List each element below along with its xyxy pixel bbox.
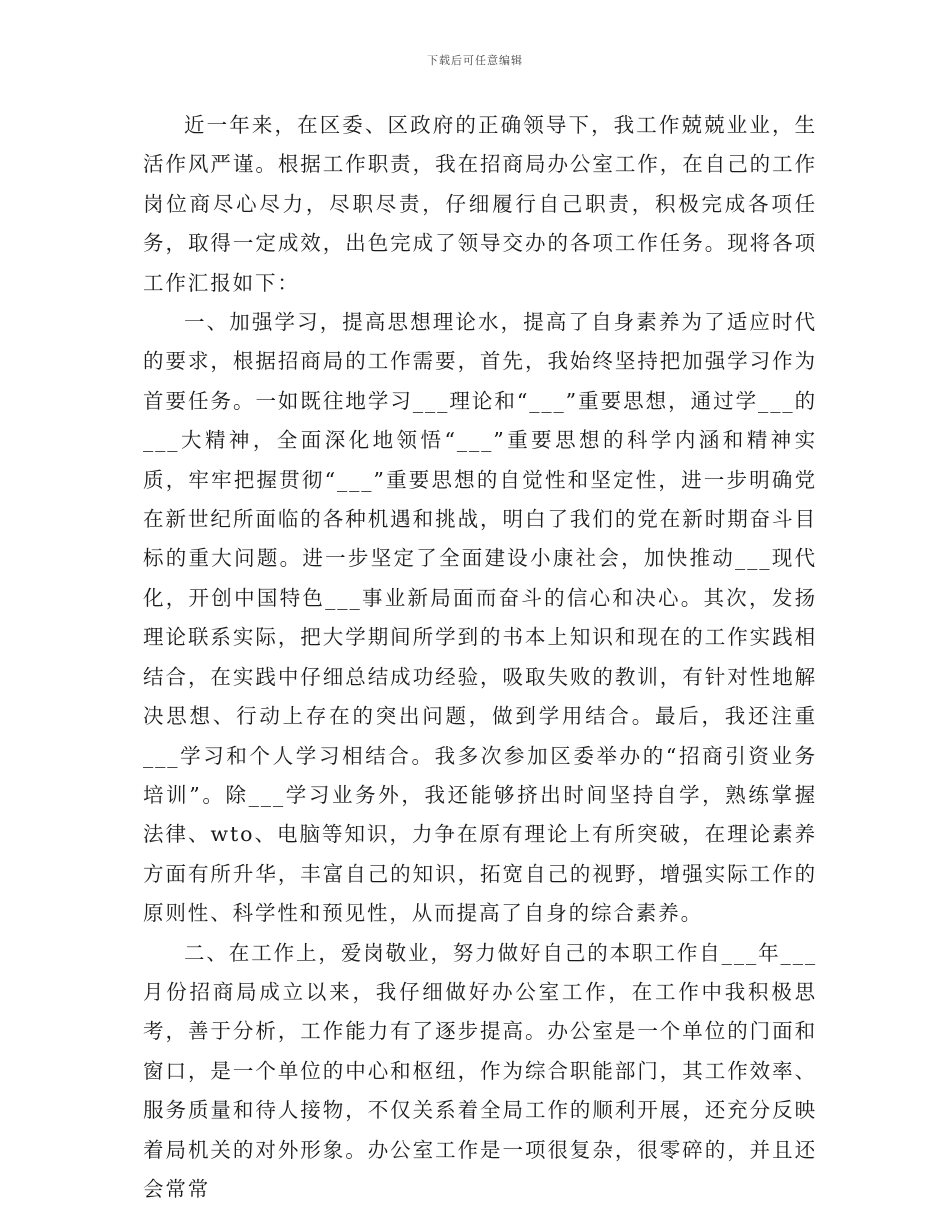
paragraph-intro: 近一年来，在区委、区政府的正确领导下，我工作兢兢业业，生活作风严谨。根据工作职责，我在招商局办公室工作，在自己的工作岗位商尽心尽力，尽职尽责，仔细履行自己职责，积极完成各项任务，取得一定成效，出色完成了领导交办的各项工作任务。现将各项工作汇报如下：: [143, 113, 817, 295]
paragraph-section-one: 一、加强学习，提高思想理论水，提高了自身素养为了适应时代的要求，根据招商局的工作需要，首先，我始终坚持把加强学习作为首要任务。一如既往地学习___理论和“___”重要思想，通过学___的___大精神，全面深化地领悟“___”重要思想的科学内涵和精神实质，牢牢把握贯彻“___”重要思想的自觉性和坚定性，进一步明确党在新世纪所面临的各种机遇和挑战，明白了我们的党在新时期奋斗目标的重大问题。进一步坚定了全面建设小康社会，加快推动___现代化，开创中国特色___事业新局面而奋斗的信心和决心。其次，发扬理论联系实际，把大学期间所学到的书本上知识和现在的工作实践相结合，在实践中仔细总结成功经验，吸取失败的教训，有针对性地解决思想、行动上存在的突出问题，做到学用结合。最后，我还注重___学习和个人学习相结合。我多次参加区委举办的“招商引资业务培训”。除___学习业务外，我还能够挤出时间坚持自学，熟练掌握法律、wto、电脑等知识，力争在原有理论上有所突破，在理论素养方面有所升华，丰富自己的知识，拓宽自己的视野，增强实际工作的原则性、科学性和预见性，从而提高了自身的综合素养。: [143, 310, 817, 926]
header-note: 下载后可任意编辑: [427, 54, 523, 67]
document-body: [143, 106, 817, 1209]
paragraph-section-two: 二、在工作上，爱岗敬业，努力做好自己的本职工作自___年___月份招商局成立以来，我仔细做好办公室工作，在工作中我积极思考，善于分析，工作能力有了逐步提高。办公室是一个单位的门面和窗口，是一个单位的中心和枢纽，作为综合职能部门，其工作效率、服务质量和待人接物，不仅关系着全局工作的顺利开展，还充分反映着局机关的对外形象。办公室工作是一项很复杂，很零碎的，并且还会常常: [143, 940, 817, 1201]
